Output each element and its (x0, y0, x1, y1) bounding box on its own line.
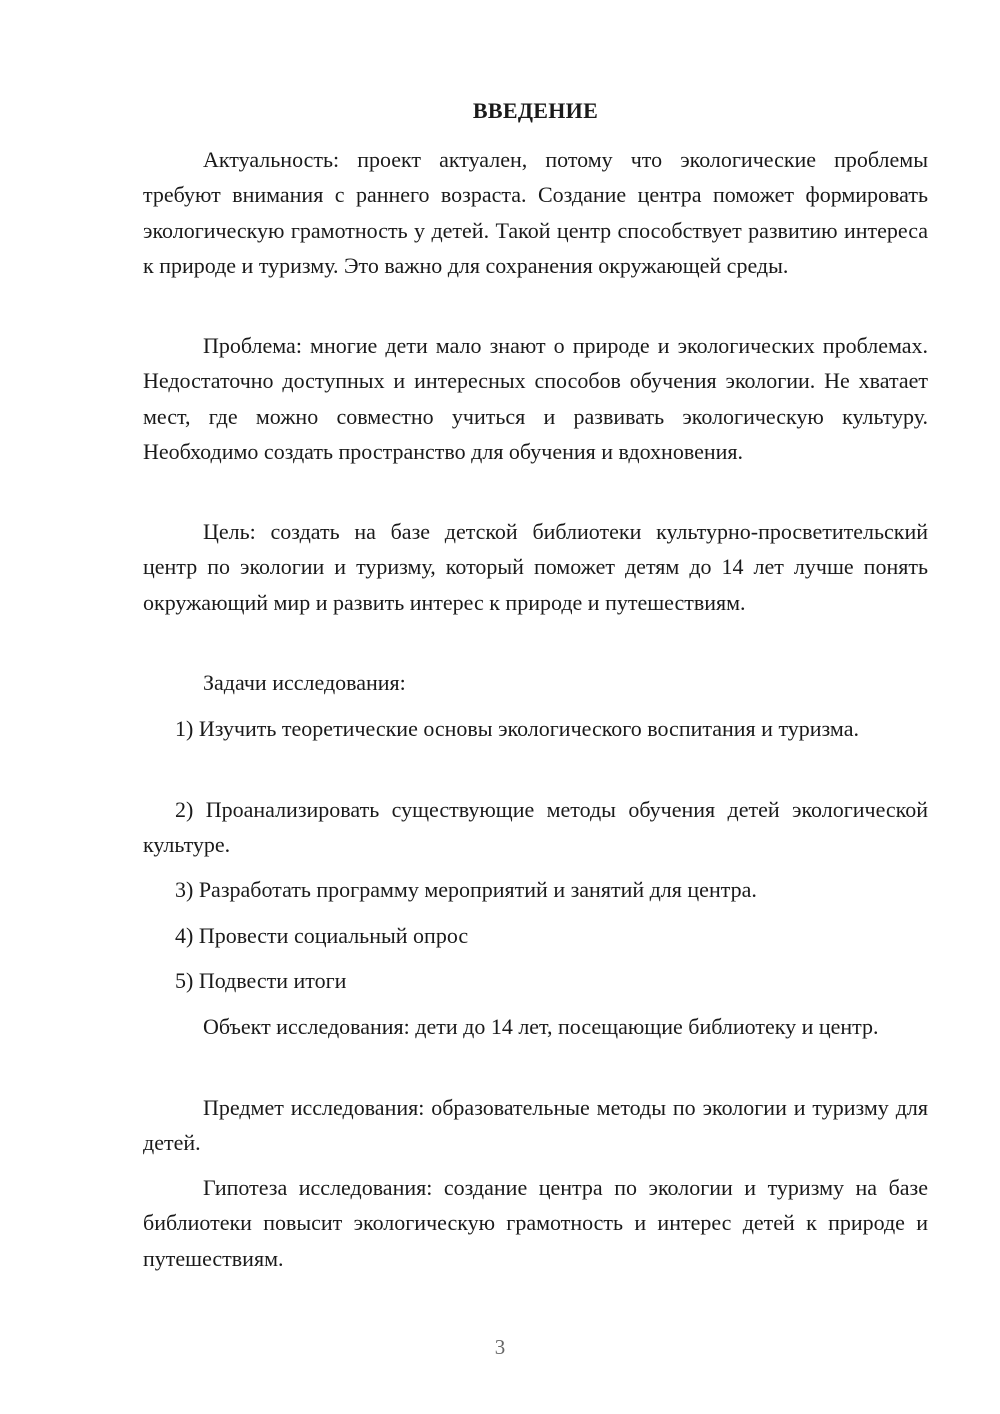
task-item: 4) Провести социальный опрос (175, 923, 469, 948)
tasks-heading: Задачи исследования: (203, 670, 406, 695)
paragraph-subject: Предмет исследования: образовательные методы по экологии и туризму для детей. (143, 1095, 928, 1156)
task-item: 2) Проанализировать существующие методы обучения детей экологической культуре. (143, 797, 928, 858)
task-item: 3) Разработать программу мероприятий и занятий для центра. (175, 877, 757, 902)
task-item: 1) Изучить теоретические основы экологического воспитания и туризма. (175, 716, 859, 741)
section-title: ВВЕДЕНИЕ (472, 98, 599, 123)
paragraph-actuality: Актуальность: проект актуален, потому что экологические проблемы требуют внимания с раннего возраста. Создание центра поможет формировать экологическую грамотность у детей. Такой центр способствует развитию интереса к природе и туризму. Это важно для сохранения окружающей среды. (143, 147, 928, 278)
page-number: 3 (494, 1335, 506, 1359)
paragraph-object: Объект исследования: дети до 14 лет, посещающие библиотеку и центр. (203, 1014, 879, 1039)
paragraph-problem: Проблема: многие дети мало знают о природе и экологических проблемах. Недостаточно доступных и интересных способов обучения экологии. Не хватает мест, где можно совместно учиться и развивать экологическую культуру. Необходимо создать пространство для обучения и вдохновения. (143, 333, 928, 464)
paragraph-hypothesis: Гипотеза исследования: создание центра по экологии и туризму на базе библиотеки повысит экологическую грамотность и интерес детей к природе и путешествиям. (143, 1175, 928, 1271)
paragraph-goal: Цель: создать на базе детской библиотеки культурно-просветительский центр по экологии и туризму, который поможет детям до 14 лет лучше понять окружающий мир и развить интерес к природе и путешествиям. (143, 519, 928, 615)
task-item: 5) Подвести итоги (175, 968, 347, 993)
